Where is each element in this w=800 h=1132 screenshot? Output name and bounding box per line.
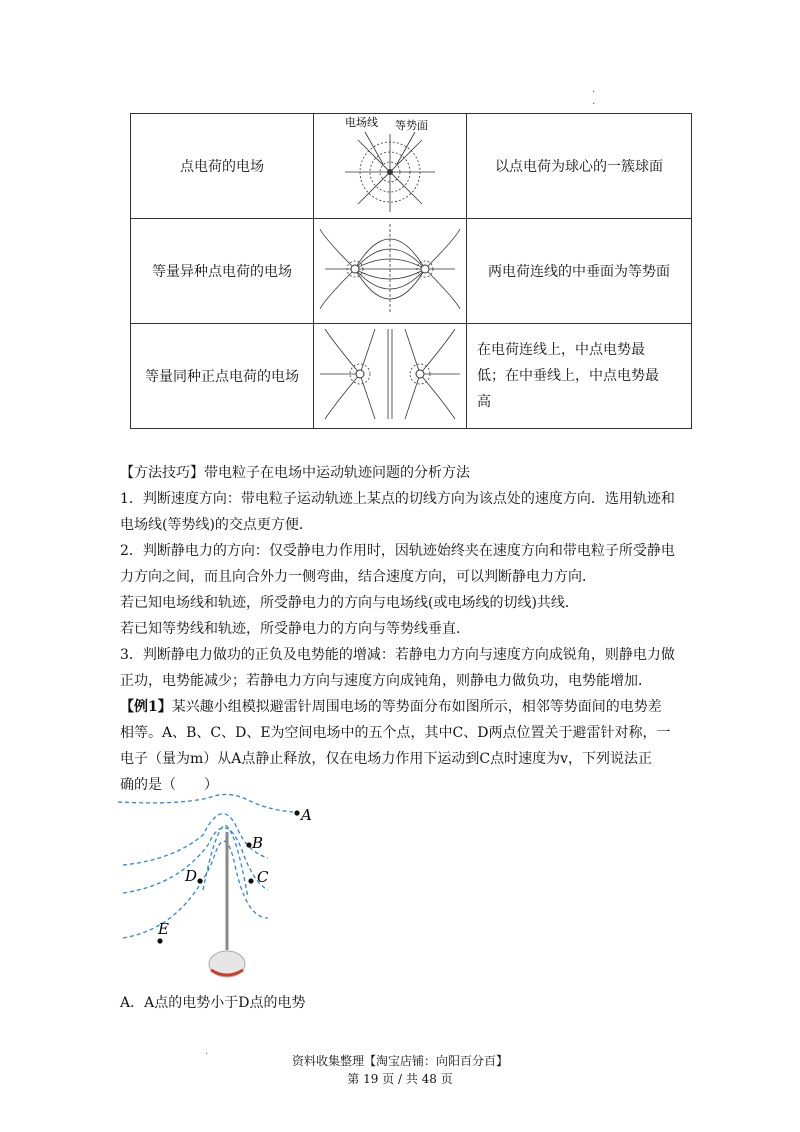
footer-source: 资料收集整理【淘宝店铺：向阳百分百】	[291, 1054, 508, 1068]
method-line: 若已知等势线和轨迹，所受静电力的方向与等势线垂直．	[120, 621, 470, 637]
method-line: 3．判断静电力做功的正负及电势能的增减：若静电力方向与速度方向成锐角，则静电力做	[120, 647, 675, 663]
row-desc	[467, 324, 692, 429]
point-charge-field-diagram	[315, 114, 465, 214]
option-a[interactable]: A．A点的电势小于D点的电势	[120, 995, 306, 1011]
row-desc: 两电荷连线的中垂面为等势面	[467, 219, 692, 324]
row-desc: 以点电荷为球心的一簇球面	[467, 114, 692, 219]
method-line: 电场线(等势线)的交点更方便．	[120, 517, 313, 533]
method-line: 正功，电势能减少；若静电力方向与速度方向成钝角，则静电力做负功，电势能增加．	[120, 673, 652, 689]
method-heading: 【方法技巧】带电粒子在电场中运动轨迹问题的分析方法	[120, 465, 470, 481]
corner-marks: . .	[592, 84, 596, 107]
desc-line: 在电荷连线上，中点电势最	[477, 342, 645, 358]
row-name: 点电荷的电场	[131, 114, 314, 219]
desc-line: 低；在中垂线上，中点电势最	[477, 368, 659, 384]
row-name: 等量同种正点电荷的电场	[131, 324, 314, 429]
lightning-rod-equipotential-diagram	[118, 790, 338, 985]
like-charges-figure	[314, 324, 467, 429]
field-comparison-table	[130, 113, 692, 429]
example-line: 确的是（ ）	[120, 777, 218, 793]
fig-label-equipotential: 等势面	[395, 119, 428, 132]
point-label-a: A	[301, 806, 312, 824]
method-line: 2．判断静电力的方向：仅受静电力作用时，因轨迹始终夹在速度方向和带电粒子所受静电	[120, 543, 675, 559]
example-line: 相等。A、B、C、D、E为空间电场中的五个点，其中C、D两点位置关于避雷针对称，一	[120, 725, 671, 741]
method-line: 1．判断速度方向：带电粒子运动轨迹上某点的切线方向为该点处的速度方向．选用轨迹和	[120, 491, 675, 507]
point-label-b: B	[252, 834, 264, 852]
example-line: 某兴趣小组模拟避雷针周围电场的等势面分布如图所示，相邻等势面间的电势差	[171, 699, 662, 715]
example-line: 电子（量为m）从A点静止释放，仅在电场力作用下运动到C点时速度为v，下列说法正	[120, 751, 653, 767]
footer-page-number: 第 19 页 / 共 48 页	[347, 1072, 453, 1086]
table-row	[131, 324, 692, 429]
point-label-c: C	[257, 868, 269, 886]
row-name: 等量异种点电荷的电场	[131, 219, 314, 324]
method-line: 力方向之间，而且向合外力一侧弯曲，结合速度方向，可以判断静电力方向．	[120, 569, 596, 585]
opposite-charges-field-diagram	[315, 219, 465, 319]
table-row	[131, 114, 692, 219]
example-first-line	[120, 694, 680, 720]
example-tag: 【例1】	[120, 699, 172, 715]
desc-line: 高	[477, 394, 491, 410]
like-charges-field-diagram	[315, 324, 465, 424]
table-row	[131, 219, 692, 324]
point-label-d: D	[185, 867, 198, 885]
fig-label-field-line: 电场线	[345, 116, 378, 129]
point-label-e: E	[158, 920, 169, 938]
method-section	[120, 460, 680, 798]
footer-mark: .	[205, 1046, 209, 1057]
method-line: 若已知电场线和轨迹，所受静电力的方向与电场线(或电场线的切线)共线．	[120, 595, 579, 611]
point-charge-figure	[314, 114, 467, 219]
dipole-figure	[314, 219, 467, 324]
